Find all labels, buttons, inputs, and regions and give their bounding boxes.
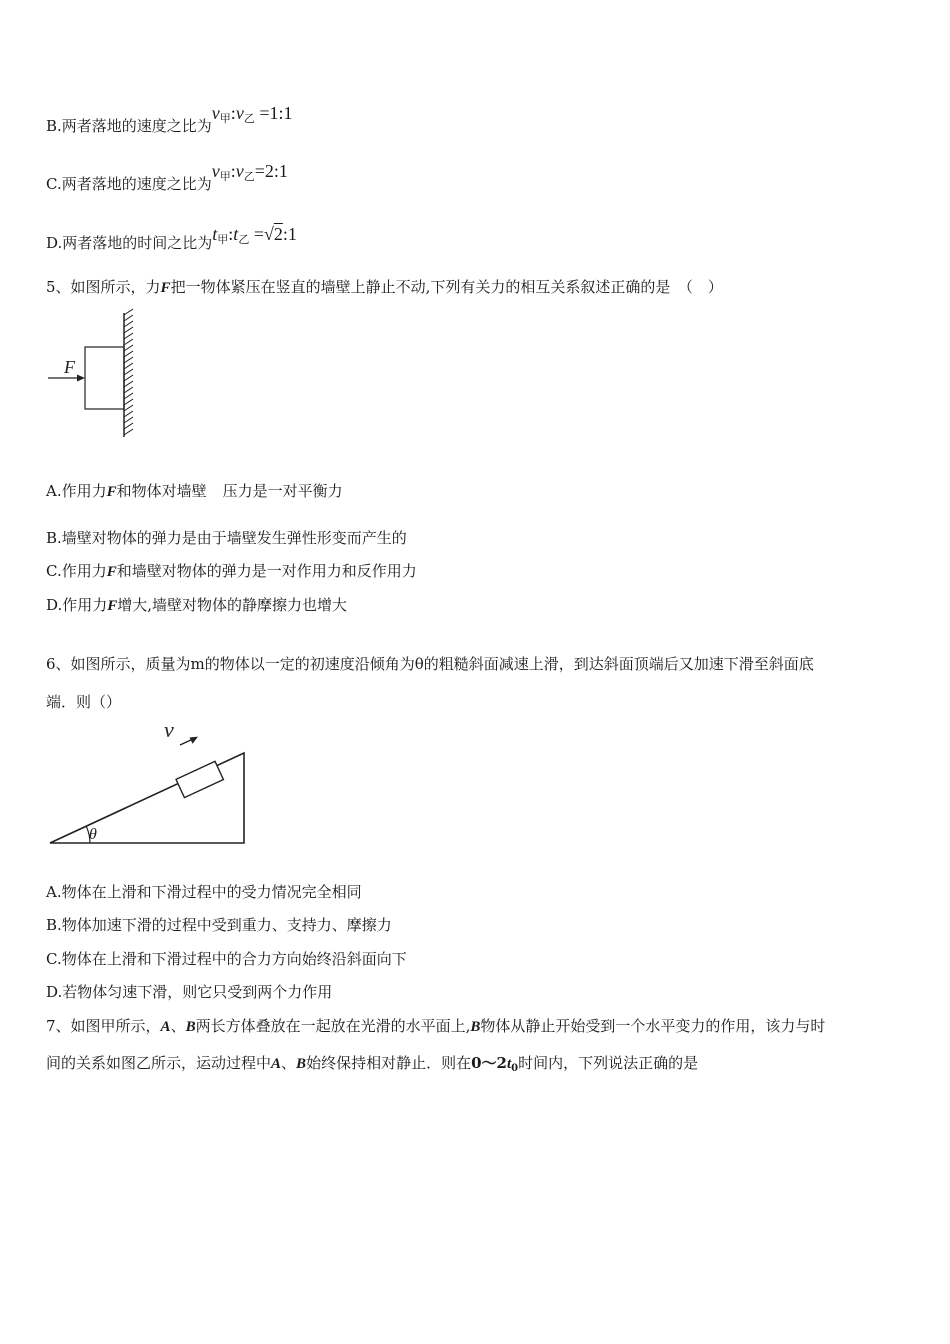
- q6-option-a: A.物体在上滑和下滑过程中的受力情况完全相同: [46, 883, 362, 901]
- q6-option-b: B.物体加速下滑的过程中受到重力、支持力、摩擦力: [46, 916, 392, 934]
- q4-option-d-text: D.两者落地的时间之比为: [46, 234, 213, 252]
- sqrt-sign: √: [263, 224, 274, 244]
- q6-option-d: D.若物体匀速下滑，则它只受到两个力作用: [46, 983, 333, 1001]
- q4-option-b: [46, 103, 293, 141]
- q6-stem-line-2: 端．则（）: [46, 693, 122, 711]
- q6-figure-theta: θ: [89, 826, 97, 843]
- q4-option-c: [46, 161, 288, 199]
- q4-option-c-expression: $v_甲:v_乙=2:1$: [211, 161, 288, 183]
- q4-option-c-text: C.两者落地的速度之比为: [46, 175, 212, 193]
- q6-figure-velocity: v: [164, 717, 174, 742]
- q5-option-a: A.作用力F和物体对墙壁 压力是一对平衡力: [46, 482, 343, 500]
- q6-figure-incline: [40, 715, 260, 850]
- q4-option-d-expression: $t_甲:t_乙$ =√2:1: [212, 224, 297, 246]
- q6-stem-line-1: 6、如图所示，质量为m的物体以一定的初速度沿倾角为θ的粗糙斜面减速上滑，到达斜面顶端后又加速下滑至斜面底: [46, 655, 814, 673]
- q7-stem-line-1: 7、如图甲所示，A、B两长方体叠放在一起放在光滑的水平面上,B物体从静止开始受到一个水平变力的作用，该力与时: [46, 1017, 826, 1035]
- q5-figure-block-wall: [40, 305, 150, 445]
- q7-stem-line-2: 间的关系如图乙所示，运动过程中A、B始终保持相对静止．则在$0\sim 2t_0$时间内，下列说法正确的是: [46, 1054, 699, 1074]
- q5-option-b: B.墙壁对物体的弹力是由于墙壁发生弹性形变而产生的: [46, 529, 407, 547]
- q5-option-c: C.作用力F和墙壁对物体的弹力是一对作用力和反作用力: [46, 562, 417, 580]
- q4-option-d: [46, 224, 297, 258]
- q4-option-b-text: B.两者落地的速度之比为: [46, 117, 212, 135]
- q5-figure-force-label: F: [64, 357, 75, 377]
- q5-option-d: D.作用力F增大,墙壁对物体的静摩擦力也增大: [46, 596, 348, 614]
- q4-option-b-expression: $v_甲:v_乙$ =1:1: [211, 103, 293, 125]
- q6-option-c: C.物体在上滑和下滑过程中的合力方向始终沿斜面向下: [46, 950, 407, 968]
- q5-stem: 5、如图所示，力F把一物体紧压在竖直的墙壁上静止不动,下列有关力的相互关系叙述正确的是 （ ）: [46, 278, 723, 296]
